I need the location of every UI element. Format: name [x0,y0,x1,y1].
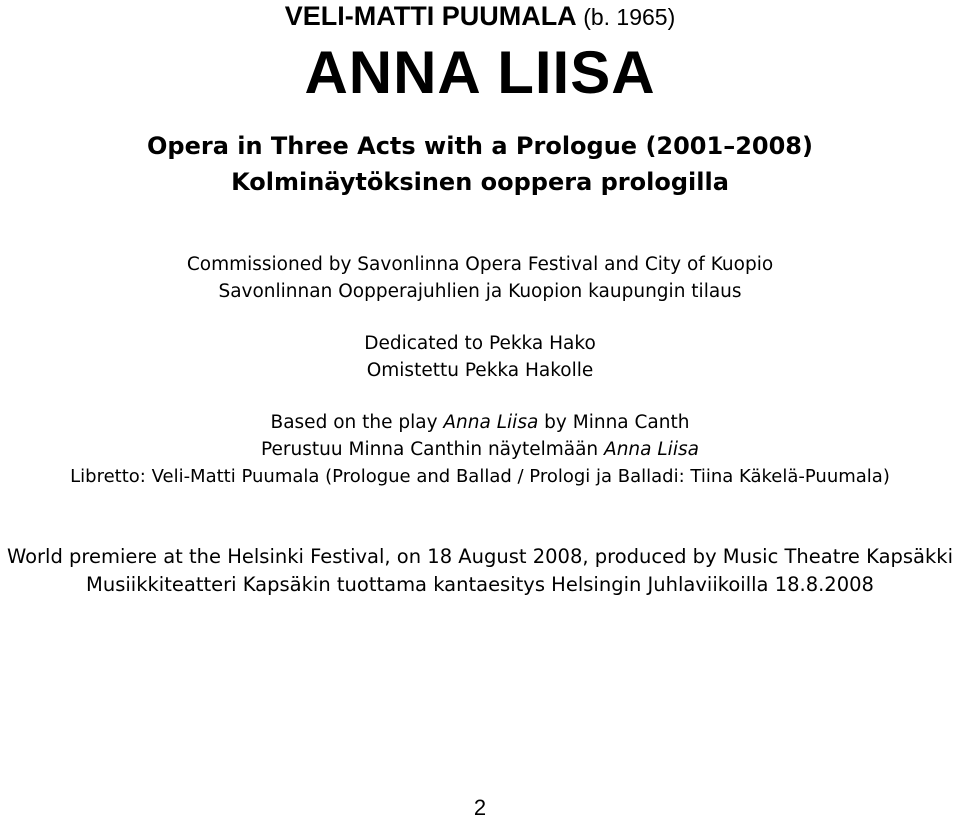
subtitle-finnish: Kolminäytöksinen ooppera prologilla [231,168,729,196]
source-english [0,411,960,435]
composer-years: (b. 1965) [583,4,676,30]
source-english-suffix: by Minna Canth [538,412,690,433]
composer-name: VELI-MATTI PUUMALA [284,1,576,31]
dedication-finnish: Omistettu Pekka Hakolle [366,360,594,381]
opera-title: ANNA LIISA [304,39,656,106]
source-english-prefix: Based on the play [270,412,444,433]
premiere-english: World premiere at the Helsinki Festival, on 18 August 2008, produced by Music Theatre Kapsäkki [6,545,954,568]
commission-finnish: Savonlinnan Oopperajuhlien ja Kuopion kaupungin tilaus [218,281,742,302]
source-finnish-play-title: Anna Liisa [604,439,699,460]
composer-heading [0,0,960,33]
commission-english: Commissioned by Savonlinna Opera Festival and City of Kuopio [186,254,774,275]
source-finnish-prefix: Perustuu Minna Canthin näytelmään [261,439,605,460]
libretto-credit: Libretto: Veli-Matti Puumala (Prologue and Ballad / Prologi ja Balladi: Tiina Käkelä-Puumala) [70,466,890,487]
dedication-english: Dedicated to Pekka Hako [364,333,596,354]
subtitle-english: Opera in Three Acts with a Prologue (2001–2008) [147,132,813,160]
page-number: 2 [473,795,487,820]
source-finnish [0,438,960,462]
premiere-finnish: Musiikkiteatteri Kapsäkin tuottama kantaesitys Helsingin Juhlaviikoilla 18.8.2008 [86,573,874,596]
source-english-play-title: Anna Liisa [443,412,539,433]
